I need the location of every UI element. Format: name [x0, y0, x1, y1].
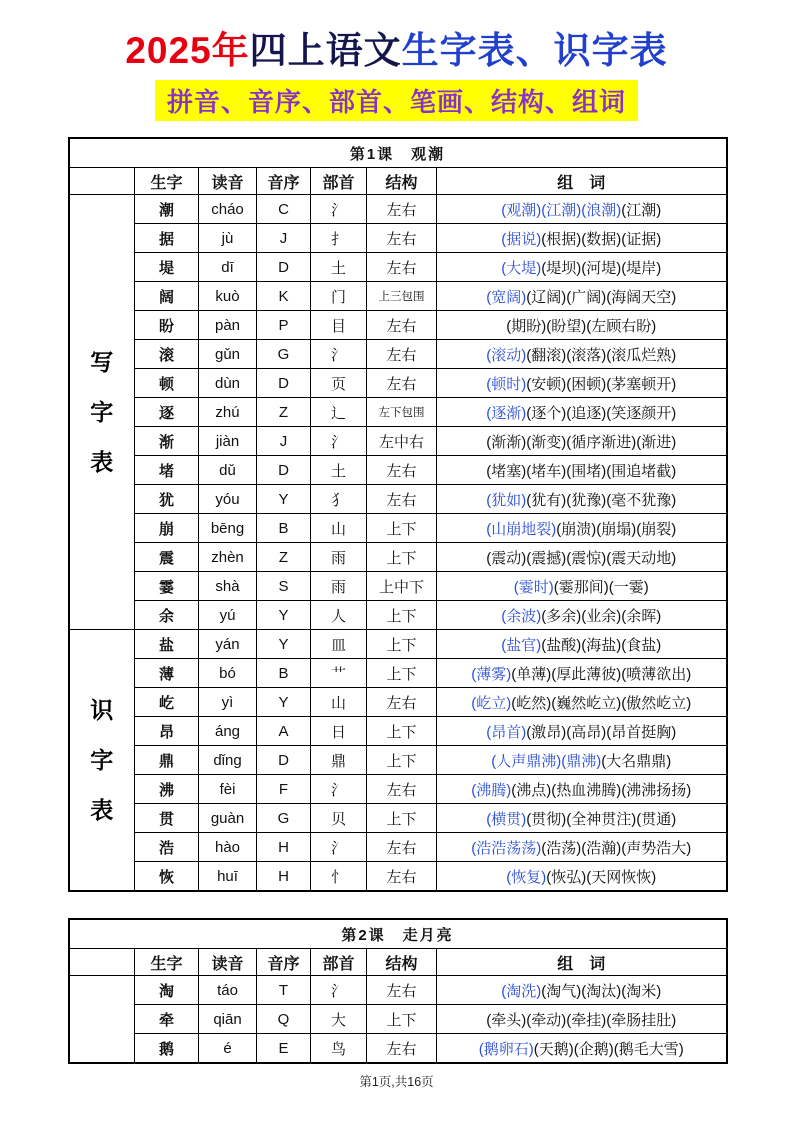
char-cell: 霎 [135, 572, 199, 601]
char-cell: 浩 [135, 833, 199, 862]
structure-cell: 上下 [367, 630, 437, 659]
words-highlighted: (逐渐) [486, 404, 527, 422]
words-plain: (辽阔)(广阔)(海阔天空) [526, 288, 677, 306]
initial-cell: Y [257, 630, 311, 659]
table-row [69, 746, 727, 775]
section-label [69, 195, 135, 630]
words-cell [437, 543, 727, 572]
initial-cell: G [257, 340, 311, 369]
initial-cell: E [257, 1034, 311, 1064]
words-highlighted: (观潮)(江潮)(浪潮) [501, 201, 622, 219]
words-plain: (大名鼎鼎) [601, 752, 672, 770]
column-header: 组 词 [437, 168, 727, 195]
initial-cell: J [257, 224, 311, 253]
radical-cell: 土 [311, 253, 367, 282]
words-cell [437, 659, 727, 688]
initial-cell: B [257, 659, 311, 688]
radical-cell: 土 [311, 456, 367, 485]
char-cell: 鼎 [135, 746, 199, 775]
structure-cell: 左右 [367, 369, 437, 398]
char-cell: 淘 [135, 976, 199, 1005]
radical-cell: 页 [311, 369, 367, 398]
radical-cell: 门 [311, 282, 367, 311]
pinyin-cell: yì [199, 688, 257, 717]
radical-cell: 忄 [311, 862, 367, 892]
words-cell [437, 833, 727, 862]
structure-cell: 左右 [367, 775, 437, 804]
words-cell [437, 456, 727, 485]
words-cell [437, 601, 727, 630]
column-header: 部首 [311, 949, 367, 976]
words-cell [437, 311, 727, 340]
words-plain: (逐个)(追逐)(笑逐颜开) [526, 404, 677, 422]
pinyin-cell: kuò [199, 282, 257, 311]
words-cell [437, 1005, 727, 1034]
radical-cell: 鸟 [311, 1034, 367, 1064]
table-row [69, 224, 727, 253]
structure-cell: 上下 [367, 1005, 437, 1034]
table-row [69, 630, 727, 659]
initial-cell: D [257, 456, 311, 485]
initial-cell: Y [257, 601, 311, 630]
words-plain: (屹然)(巍然屹立)(傲然屹立) [511, 694, 692, 712]
words-plain: (堵塞)(堵车)(围堵)(围追堵截) [486, 462, 677, 480]
char-cell: 潮 [135, 195, 199, 224]
words-cell [437, 976, 727, 1005]
structure-cell: 左右 [367, 195, 437, 224]
pinyin-cell: gǔn [199, 340, 257, 369]
char-cell: 盐 [135, 630, 199, 659]
lesson-table [68, 918, 728, 1064]
initial-cell: F [257, 775, 311, 804]
char-cell: 余 [135, 601, 199, 630]
column-header: 结构 [367, 949, 437, 976]
structure-cell: 左右 [367, 862, 437, 892]
char-cell: 犹 [135, 485, 199, 514]
words-plain: (震动)(震撼)(震惊)(震天动地) [486, 549, 677, 567]
words-cell [437, 1034, 727, 1064]
table-row [69, 282, 727, 311]
words-cell [437, 427, 727, 456]
lesson-tables-container [68, 137, 726, 1064]
radical-cell: 氵 [311, 195, 367, 224]
initial-cell: H [257, 862, 311, 892]
char-cell: 崩 [135, 514, 199, 543]
words-plain: (堤坝)(河堤)(堤岸) [541, 259, 662, 277]
words-plain: (恢弘)(天网恢恢) [546, 868, 657, 886]
lesson-title: 第1课 观潮 [69, 138, 727, 168]
initial-cell: C [257, 195, 311, 224]
pinyin-cell: áng [199, 717, 257, 746]
pinyin-cell: zhèn [199, 543, 257, 572]
words-highlighted: (人声鼎沸)(鼎沸) [491, 752, 602, 770]
words-cell [437, 775, 727, 804]
table-row [69, 311, 727, 340]
radical-cell: 氵 [311, 976, 367, 1005]
radical-cell: 人 [311, 601, 367, 630]
structure-cell: 上下 [367, 717, 437, 746]
char-cell: 屹 [135, 688, 199, 717]
words-cell [437, 688, 727, 717]
words-plain: (霎那间)(一霎) [553, 578, 649, 596]
words-highlighted: (顿时) [486, 375, 527, 393]
char-cell: 薄 [135, 659, 199, 688]
words-highlighted: (大堤) [501, 259, 542, 277]
table-row [69, 369, 727, 398]
initial-cell: H [257, 833, 311, 862]
column-header: 结构 [367, 168, 437, 195]
char-cell: 逐 [135, 398, 199, 427]
words-plain: (浩荡)(浩瀚)(声势浩大) [541, 839, 692, 857]
structure-cell: 上下 [367, 746, 437, 775]
words-plain: (安顿)(困顿)(茅塞顿开) [526, 375, 677, 393]
words-plain: (盐酸)(海盐)(食盐) [541, 636, 662, 654]
initial-cell: D [257, 746, 311, 775]
pinyin-cell: dī [199, 253, 257, 282]
pinyin-cell: yóu [199, 485, 257, 514]
structure-cell: 左右 [367, 485, 437, 514]
char-cell: 渐 [135, 427, 199, 456]
words-cell [437, 253, 727, 282]
initial-cell: Z [257, 398, 311, 427]
pinyin-cell: qiān [199, 1005, 257, 1034]
radical-cell: 氵 [311, 340, 367, 369]
words-cell [437, 862, 727, 892]
radical-cell: 扌 [311, 224, 367, 253]
pinyin-cell: guàn [199, 804, 257, 833]
words-cell [437, 485, 727, 514]
table-row [69, 1034, 727, 1064]
words-highlighted: (恢复) [506, 868, 547, 886]
pinyin-cell: bó [199, 659, 257, 688]
char-cell: 顿 [135, 369, 199, 398]
char-cell: 沸 [135, 775, 199, 804]
column-header: 生字 [135, 168, 199, 195]
table-row [69, 398, 727, 427]
char-cell: 恢 [135, 862, 199, 892]
lesson-title: 第2课 走月亮 [69, 919, 727, 949]
structure-cell: 左右 [367, 688, 437, 717]
words-highlighted: (沸腾) [471, 781, 512, 799]
table-row [69, 601, 727, 630]
radical-cell: 雨 [311, 543, 367, 572]
table-row [69, 804, 727, 833]
words-cell [437, 282, 727, 311]
pinyin-cell: é [199, 1034, 257, 1064]
radical-cell: 山 [311, 688, 367, 717]
initial-cell: Y [257, 688, 311, 717]
radical-cell: 日 [311, 717, 367, 746]
pinyin-cell: bēng [199, 514, 257, 543]
words-cell [437, 514, 727, 543]
table-row [69, 976, 727, 1005]
section-label-text: 识 字 表 [90, 696, 114, 823]
structure-cell: 上下 [367, 659, 437, 688]
radical-cell: 大 [311, 1005, 367, 1034]
title-year: 2025年 [125, 30, 250, 71]
char-cell: 牵 [135, 1005, 199, 1034]
pinyin-cell: dǔ [199, 456, 257, 485]
words-highlighted: (横贯) [486, 810, 527, 828]
pinyin-cell: cháo [199, 195, 257, 224]
radical-cell: 目 [311, 311, 367, 340]
column-header: 音序 [257, 949, 311, 976]
pinyin-cell: dǐng [199, 746, 257, 775]
structure-cell: 左右 [367, 253, 437, 282]
radical-cell: 雨 [311, 572, 367, 601]
pinyin-cell: fèi [199, 775, 257, 804]
table-row [69, 688, 727, 717]
initial-cell: K [257, 282, 311, 311]
char-cell: 阔 [135, 282, 199, 311]
section-label-header [69, 168, 135, 195]
radical-cell: 皿 [311, 630, 367, 659]
words-highlighted: (犹如) [486, 491, 527, 509]
table-row [69, 456, 727, 485]
title-grade: 四上语文 [249, 30, 402, 71]
words-plain: (江潮) [621, 201, 662, 219]
structure-cell: 上三包围 [367, 282, 437, 311]
section-label [69, 630, 135, 892]
structure-cell: 左右 [367, 1034, 437, 1064]
words-highlighted: (盐官) [501, 636, 542, 654]
column-header: 读音 [199, 168, 257, 195]
words-cell [437, 398, 727, 427]
words-plain: (根据)(数据)(证据) [541, 230, 662, 248]
page-subtitle-row [0, 80, 793, 121]
structure-cell: 左右 [367, 833, 437, 862]
char-cell: 震 [135, 543, 199, 572]
structure-cell: 上下 [367, 804, 437, 833]
words-cell [437, 195, 727, 224]
radical-cell: 辶 [311, 398, 367, 427]
table-row [69, 572, 727, 601]
initial-cell: S [257, 572, 311, 601]
page-subtitle: 拼音、音序、部首、笔画、结构、组词 [155, 80, 638, 121]
structure-cell: 左右 [367, 311, 437, 340]
structure-cell: 左右 [367, 976, 437, 1005]
char-cell: 滚 [135, 340, 199, 369]
table-row [69, 543, 727, 572]
words-highlighted: (滚动) [486, 346, 527, 364]
words-highlighted: (据说) [501, 230, 542, 248]
words-plain: (激昂)(高昂)(昂首挺胸) [526, 723, 677, 741]
words-plain: (贯彻)(全神贯注)(贯通) [526, 810, 677, 828]
section-label [69, 976, 135, 1064]
words-plain: (淘气)(淘汰)(淘米) [541, 982, 662, 1000]
structure-cell: 左右 [367, 224, 437, 253]
words-plain: (渐渐)(渐变)(循序渐进)(渐进) [486, 433, 677, 451]
table-row [69, 659, 727, 688]
char-cell: 昂 [135, 717, 199, 746]
words-highlighted: (鹅卵石) [478, 1040, 534, 1058]
section-label-header [69, 949, 135, 976]
pinyin-cell: jù [199, 224, 257, 253]
pinyin-cell: táo [199, 976, 257, 1005]
words-plain: (单薄)(厚此薄彼)(喷薄欲出) [511, 665, 692, 683]
initial-cell: P [257, 311, 311, 340]
char-cell: 盼 [135, 311, 199, 340]
words-cell [437, 746, 727, 775]
section-label-text: 写 字 表 [90, 348, 114, 475]
pinyin-cell: jiàn [199, 427, 257, 456]
pinyin-cell: dùn [199, 369, 257, 398]
words-plain: (崩溃)(崩塌)(崩裂) [556, 520, 677, 538]
structure-cell: 左右 [367, 456, 437, 485]
initial-cell: B [257, 514, 311, 543]
pinyin-cell: yú [199, 601, 257, 630]
pinyin-cell: zhú [199, 398, 257, 427]
radical-cell: 鼎 [311, 746, 367, 775]
char-cell: 鹅 [135, 1034, 199, 1064]
words-highlighted: (余波) [501, 607, 542, 625]
table-row [69, 427, 727, 456]
initial-cell: G [257, 804, 311, 833]
structure-cell: 上下 [367, 601, 437, 630]
radical-cell: 犭 [311, 485, 367, 514]
initial-cell: T [257, 976, 311, 1005]
initial-cell: Y [257, 485, 311, 514]
table-row [69, 485, 727, 514]
page-title [0, 20, 793, 74]
words-plain: (犹有)(犹豫)(毫不犹豫) [526, 491, 677, 509]
words-cell [437, 224, 727, 253]
words-highlighted: (山崩地裂) [486, 520, 557, 538]
table-row [69, 717, 727, 746]
radical-cell: 艹 [311, 659, 367, 688]
words-highlighted: (浩浩荡荡) [471, 839, 542, 857]
words-highlighted: (宽阔) [486, 288, 527, 306]
radical-cell: 氵 [311, 833, 367, 862]
words-plain: (期盼)(盼望)(左顾右盼) [506, 317, 657, 335]
radical-cell: 贝 [311, 804, 367, 833]
table-row [69, 195, 727, 224]
column-header: 组 词 [437, 949, 727, 976]
words-highlighted: (霎时) [513, 578, 554, 596]
table-row [69, 862, 727, 892]
structure-cell: 左中右 [367, 427, 437, 456]
char-cell: 堤 [135, 253, 199, 282]
words-highlighted: (薄雾) [471, 665, 512, 683]
table-row [69, 253, 727, 282]
column-header: 生字 [135, 949, 199, 976]
words-cell [437, 717, 727, 746]
structure-cell: 上下 [367, 543, 437, 572]
words-plain: (沸点)(热血沸腾)(沸沸扬扬) [511, 781, 692, 799]
initial-cell: A [257, 717, 311, 746]
table-row [69, 833, 727, 862]
structure-cell: 左下包围 [367, 398, 437, 427]
table-row [69, 775, 727, 804]
pinyin-cell: yán [199, 630, 257, 659]
structure-cell: 上下 [367, 514, 437, 543]
char-cell: 据 [135, 224, 199, 253]
structure-cell: 上中下 [367, 572, 437, 601]
pinyin-cell: hào [199, 833, 257, 862]
pinyin-cell: pàn [199, 311, 257, 340]
words-cell [437, 369, 727, 398]
words-highlighted: (昂首) [486, 723, 527, 741]
lesson-table [68, 137, 728, 892]
page-number: 第1页,共16页 [359, 1075, 434, 1089]
column-header: 读音 [199, 949, 257, 976]
radical-cell: 氵 [311, 775, 367, 804]
column-header: 音序 [257, 168, 311, 195]
structure-cell: 左右 [367, 340, 437, 369]
radical-cell: 氵 [311, 427, 367, 456]
words-cell [437, 340, 727, 369]
char-cell: 堵 [135, 456, 199, 485]
words-plain: (天鹅)(企鹅)(鹅毛大雪) [533, 1040, 684, 1058]
words-plain: (翻滚)(滚落)(滚瓜烂熟) [526, 346, 677, 364]
initial-cell: J [257, 427, 311, 456]
words-highlighted: (淘洗) [501, 982, 542, 1000]
words-plain: (多余)(业余)(余晖) [541, 607, 662, 625]
radical-cell: 山 [311, 514, 367, 543]
table-row [69, 1005, 727, 1034]
table-row [69, 514, 727, 543]
column-header: 部首 [311, 168, 367, 195]
table-row [69, 340, 727, 369]
words-highlighted: (屹立) [471, 694, 512, 712]
words-cell [437, 572, 727, 601]
initial-cell: D [257, 253, 311, 282]
char-cell: 贯 [135, 804, 199, 833]
words-cell [437, 804, 727, 833]
title-tables: 生字表、识字表 [401, 30, 668, 71]
words-plain: (牵头)(牵动)(牵挂)(牵肠挂肚) [486, 1011, 677, 1029]
initial-cell: Z [257, 543, 311, 572]
pinyin-cell: shà [199, 572, 257, 601]
words-cell [437, 630, 727, 659]
initial-cell: Q [257, 1005, 311, 1034]
initial-cell: D [257, 369, 311, 398]
pinyin-cell: huī [199, 862, 257, 892]
